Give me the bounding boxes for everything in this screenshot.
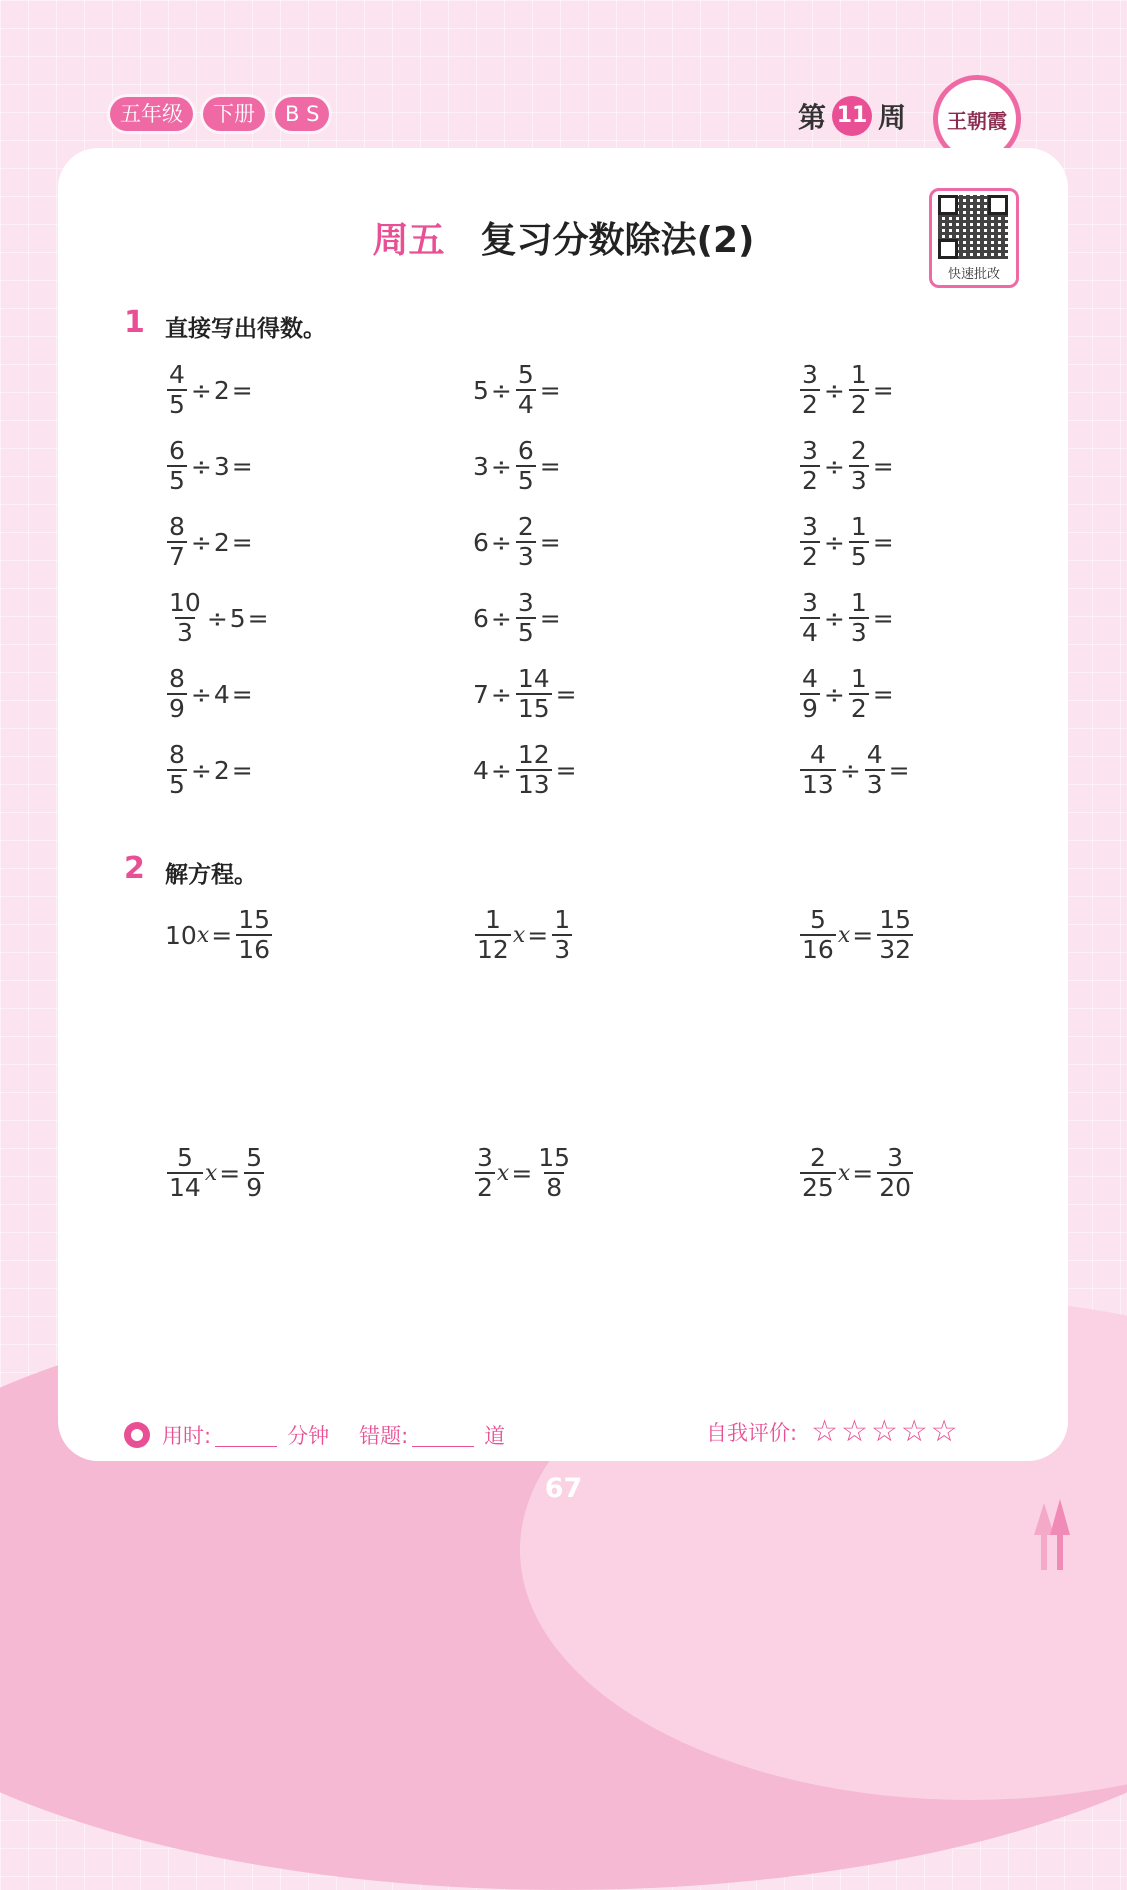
- denominator: 5: [517, 618, 534, 647]
- numerator: 8: [169, 512, 185, 541]
- numerator: 8: [169, 664, 185, 693]
- denominator: 2: [850, 390, 867, 419]
- numerator: 1: [554, 905, 571, 934]
- page-number: 67: [544, 1473, 583, 1504]
- equals-sign: =: [872, 375, 894, 405]
- fraction: [516, 513, 536, 571]
- numerator: 3: [517, 588, 534, 617]
- equals-sign: =: [231, 755, 253, 785]
- denominator: 9: [802, 694, 818, 723]
- worksheet-card: [58, 148, 1068, 1461]
- fraction: [877, 906, 913, 964]
- divide-sign: ÷: [823, 375, 845, 405]
- numerator: 3: [887, 1143, 904, 1172]
- divide-sign: ÷: [823, 527, 845, 557]
- fraction: [800, 1144, 836, 1202]
- denominator: 3: [850, 618, 867, 647]
- fraction: [516, 589, 536, 647]
- qr-label: 快速批改: [947, 267, 1000, 282]
- number: 4: [473, 755, 489, 785]
- fraction: [800, 361, 820, 419]
- division-exercise: [798, 665, 896, 723]
- numerator: 3: [802, 436, 818, 465]
- denominator: 5: [169, 770, 185, 799]
- fraction: [167, 1144, 203, 1202]
- denominator: 3: [866, 770, 883, 799]
- fraction: [236, 906, 272, 964]
- number: 2: [213, 755, 230, 785]
- numerator: 3: [802, 512, 818, 541]
- denominator: 2: [802, 466, 818, 495]
- numerator: 6: [517, 436, 534, 465]
- equation: [165, 1144, 266, 1202]
- section-1-number: 1: [124, 305, 145, 340]
- week-number: 11: [832, 96, 872, 136]
- numerator: 15: [538, 1143, 571, 1172]
- number: 6: [473, 527, 489, 557]
- divide-sign: ÷: [490, 603, 512, 633]
- numerator: 3: [802, 360, 818, 389]
- equals-sign: =: [539, 375, 561, 405]
- denominator: 4: [802, 618, 818, 647]
- rating-label: 自我评价:: [706, 1420, 798, 1445]
- variable-x: x: [837, 1160, 851, 1186]
- fraction: [516, 361, 536, 419]
- division-exercise: [798, 741, 912, 799]
- equals-sign: =: [872, 527, 894, 557]
- divide-sign: ÷: [490, 755, 512, 785]
- title-day: 周五: [372, 220, 445, 261]
- division-exercise: [473, 741, 579, 799]
- denominator: 5: [169, 466, 185, 495]
- denominator: 8: [546, 1173, 563, 1202]
- variable-x: x: [512, 922, 526, 948]
- numerator: 2: [809, 1143, 826, 1172]
- equals-sign: =: [219, 1158, 241, 1188]
- errors-blank[interactable]: [412, 1424, 474, 1447]
- numerator: 8: [169, 740, 185, 769]
- equation: [473, 1144, 574, 1202]
- fraction: [849, 437, 869, 495]
- fraction: [167, 741, 187, 799]
- fraction: [877, 1144, 913, 1202]
- errors-unit: 道: [484, 1424, 506, 1448]
- equals-sign: =: [231, 375, 253, 405]
- numerator: 1: [850, 588, 867, 617]
- denominator: 9: [169, 694, 185, 723]
- denominator: 13: [802, 770, 834, 799]
- fraction: [849, 513, 869, 571]
- division-exercise: [473, 513, 563, 571]
- denominator: 9: [246, 1173, 263, 1202]
- fraction: [800, 513, 820, 571]
- fraction: [849, 665, 869, 723]
- denominator: 2: [477, 1173, 493, 1202]
- division-exercise: [165, 437, 255, 495]
- number: 6: [473, 603, 489, 633]
- fraction: [865, 741, 885, 799]
- denominator: 2: [850, 694, 867, 723]
- denominator: 2: [802, 542, 818, 571]
- numerator: 1: [484, 905, 501, 934]
- equals-sign: =: [231, 527, 253, 557]
- numerator: 10: [169, 588, 201, 617]
- fraction: [516, 741, 552, 799]
- equals-sign: =: [872, 451, 894, 481]
- division-exercise: [473, 361, 563, 419]
- number: 7: [473, 679, 489, 709]
- denominator: 5: [850, 542, 867, 571]
- fraction: [475, 906, 511, 964]
- errors-label: 错题:: [359, 1424, 409, 1448]
- week-indicator: [798, 96, 906, 136]
- variable-x: x: [496, 1160, 510, 1186]
- fraction: [516, 665, 552, 723]
- fraction: [800, 665, 820, 723]
- denominator: 16: [238, 935, 270, 964]
- numerator: 1: [850, 512, 867, 541]
- denominator: 16: [802, 935, 834, 964]
- fraction: [800, 589, 820, 647]
- denominator: 32: [879, 935, 911, 964]
- divide-sign: ÷: [823, 679, 845, 709]
- fraction: [167, 437, 187, 495]
- numerator: 14: [517, 664, 550, 693]
- page-title: [0, 212, 1127, 263]
- numerator: 3: [802, 588, 818, 617]
- divide-sign: ÷: [190, 375, 212, 405]
- denominator: 12: [477, 935, 509, 964]
- fraction: [800, 741, 836, 799]
- fraction: [849, 589, 869, 647]
- equation: [798, 906, 915, 964]
- denominator: 3: [850, 466, 867, 495]
- divide-sign: ÷: [823, 603, 845, 633]
- denominator: 2: [802, 390, 818, 419]
- numerator: 2: [517, 512, 534, 541]
- division-exercise: [473, 589, 563, 647]
- number: 2: [213, 375, 230, 405]
- equals-sign: =: [211, 920, 233, 950]
- equals-sign: =: [527, 920, 549, 950]
- stopwatch-icon: [124, 1422, 150, 1448]
- equation: [473, 906, 574, 964]
- divide-sign: ÷: [823, 451, 845, 481]
- fraction: [516, 437, 536, 495]
- equals-sign: =: [555, 755, 577, 785]
- numerator: 4: [169, 360, 185, 389]
- number: 10: [165, 920, 197, 950]
- equals-sign: =: [247, 603, 269, 633]
- numerator: 15: [238, 905, 270, 934]
- division-exercise: [798, 513, 896, 571]
- division-exercise: [165, 361, 255, 419]
- equals-sign: =: [539, 527, 561, 557]
- numerator: 4: [809, 740, 826, 769]
- fraction: [800, 437, 820, 495]
- equals-sign: =: [539, 451, 561, 481]
- division-exercise: [798, 589, 896, 647]
- denominator: 4: [517, 390, 534, 419]
- numerator: 6: [169, 436, 185, 465]
- numerator: 12: [517, 740, 550, 769]
- divide-sign: ÷: [490, 375, 512, 405]
- fraction: [167, 589, 203, 647]
- volume-badge: 下册: [203, 97, 265, 131]
- section-2-number: 2: [124, 851, 145, 886]
- number: 2: [213, 527, 230, 557]
- equals-sign: =: [852, 1158, 874, 1188]
- fraction: [536, 1144, 572, 1202]
- numerator: 2: [850, 436, 867, 465]
- denominator: 13: [517, 770, 550, 799]
- division-exercise: [473, 665, 579, 723]
- fraction: [800, 906, 836, 964]
- equals-sign: =: [231, 679, 253, 709]
- divide-sign: ÷: [206, 603, 228, 633]
- denominator: 3: [176, 618, 193, 647]
- rating-stars[interactable]: ☆☆☆☆☆: [811, 1414, 961, 1449]
- week-suffix: 周: [878, 101, 907, 134]
- division-exercise: [165, 589, 271, 647]
- division-exercise: [165, 513, 255, 571]
- week-prefix: 第: [798, 101, 827, 134]
- arrow-decoration-icon: [1030, 1495, 1075, 1570]
- numerator: 1: [850, 664, 867, 693]
- numerator: 1: [850, 360, 867, 389]
- divide-sign: ÷: [190, 679, 212, 709]
- number: 4: [213, 679, 230, 709]
- number: 5: [229, 603, 246, 633]
- division-exercise: [473, 437, 563, 495]
- denominator: 20: [879, 1173, 911, 1202]
- section-1-title: 直接写出得数。: [165, 316, 326, 342]
- edition-badge: B S: [275, 97, 329, 131]
- denominator: 3: [517, 542, 534, 571]
- denominator: 14: [169, 1173, 201, 1202]
- numerator: 5: [517, 360, 534, 389]
- grade-badges: [110, 97, 329, 131]
- numerator: 4: [802, 664, 818, 693]
- equals-sign: =: [231, 451, 253, 481]
- equals-sign: =: [852, 920, 874, 950]
- denominator: 5: [169, 390, 185, 419]
- division-exercise: [798, 361, 896, 419]
- equation: [165, 906, 274, 964]
- denominator: 3: [554, 935, 571, 964]
- denominator: 25: [802, 1173, 834, 1202]
- equals-sign: =: [872, 603, 894, 633]
- number: 3: [213, 451, 230, 481]
- number: 5: [473, 375, 489, 405]
- numerator: 5: [176, 1143, 193, 1172]
- section-2-title: 解方程。: [165, 862, 257, 888]
- equals-sign: =: [872, 679, 894, 709]
- numerator: 15: [879, 905, 911, 934]
- divide-sign: ÷: [839, 755, 861, 785]
- divide-sign: ÷: [490, 527, 512, 557]
- logo-text: 王朝霞: [947, 108, 1007, 133]
- divide-sign: ÷: [490, 679, 512, 709]
- denominator: 15: [517, 694, 550, 723]
- fraction: [244, 1144, 264, 1202]
- equals-sign: =: [539, 603, 561, 633]
- time-label: 用时:: [162, 1424, 212, 1448]
- divide-sign: ÷: [190, 755, 212, 785]
- denominator: 7: [169, 542, 185, 571]
- fraction: [475, 1144, 495, 1202]
- divide-sign: ÷: [490, 451, 512, 481]
- division-exercise: [165, 665, 255, 723]
- denominator: 5: [517, 466, 534, 495]
- fraction: [552, 906, 572, 964]
- division-exercise: [798, 437, 896, 495]
- variable-x: x: [204, 1160, 218, 1186]
- equation: [798, 1144, 915, 1202]
- numerator: 5: [809, 905, 826, 934]
- number: 3: [473, 451, 489, 481]
- numerator: 4: [866, 740, 883, 769]
- grade-badge: 五年级: [110, 97, 193, 131]
- variable-x: x: [837, 922, 851, 948]
- equals-sign: =: [555, 679, 577, 709]
- fraction: [167, 513, 187, 571]
- divide-sign: ÷: [190, 527, 212, 557]
- fraction: [167, 361, 187, 419]
- fraction: [849, 361, 869, 419]
- time-blank[interactable]: [215, 1424, 277, 1447]
- divide-sign: ÷: [190, 451, 212, 481]
- division-exercise: [165, 741, 255, 799]
- fraction: [167, 665, 187, 723]
- footer-rating: [706, 1414, 961, 1449]
- variable-x: x: [196, 922, 210, 948]
- time-unit: 分钟: [287, 1424, 330, 1448]
- footer-time: [124, 1420, 505, 1450]
- numerator: 3: [477, 1143, 493, 1172]
- title-topic: 复习分数除法(2): [480, 220, 755, 261]
- equals-sign: =: [888, 755, 910, 785]
- numerator: 5: [246, 1143, 263, 1172]
- equals-sign: =: [511, 1158, 533, 1188]
